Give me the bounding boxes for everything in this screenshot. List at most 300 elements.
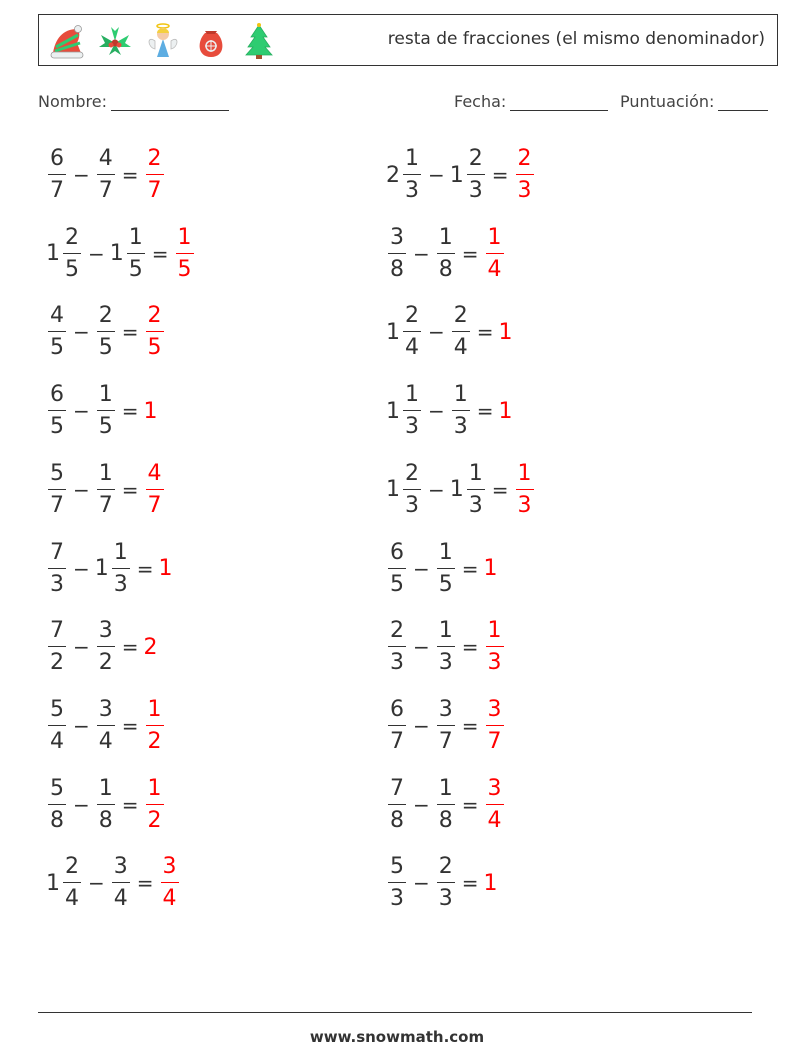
answer	[514, 460, 536, 518]
equals-sign: =	[121, 320, 139, 345]
fraction	[467, 148, 485, 202]
numerator: 6	[50, 382, 64, 408]
fraction	[146, 305, 164, 359]
fraction	[63, 224, 81, 282]
answer	[484, 556, 499, 581]
fraction	[486, 224, 504, 282]
denominator: 8	[390, 807, 404, 833]
denominator: 4	[98, 728, 113, 754]
fraction-bar	[516, 489, 534, 490]
minus-sign: −	[428, 320, 445, 345]
denominator: 2	[147, 728, 162, 754]
numerator: 5	[50, 775, 64, 801]
fraction-bar	[48, 331, 66, 332]
numerator: 1	[98, 460, 113, 486]
minuend	[46, 305, 68, 359]
fraction	[388, 856, 406, 910]
numerator: 2	[405, 460, 419, 486]
answer	[499, 399, 514, 424]
minus-sign: −	[428, 399, 445, 424]
answer	[499, 320, 514, 345]
gift-sack-icon	[191, 21, 231, 61]
fraction-bar	[403, 410, 421, 411]
numerator: 1	[405, 382, 419, 408]
fraction-bar	[452, 410, 470, 411]
whole-number: 2	[143, 634, 158, 660]
whole-number: 1	[158, 556, 173, 581]
fraction-bar	[97, 410, 115, 411]
denominator: 5	[65, 256, 79, 282]
numerator: 1	[128, 224, 143, 250]
subtrahend	[449, 460, 487, 518]
answer	[484, 871, 499, 896]
fraction-bar	[97, 331, 115, 332]
whole-number: 1	[386, 398, 400, 424]
subtrahend	[435, 775, 457, 833]
equals-sign: =	[121, 399, 139, 424]
fraction-bar	[146, 804, 164, 805]
fraction-bar	[467, 489, 485, 490]
numerator: 1	[113, 539, 128, 565]
equals-sign: =	[136, 871, 154, 896]
fraction-bar	[97, 804, 115, 805]
subtrahend	[95, 696, 117, 754]
subtrahend	[94, 539, 132, 597]
numerator: 2	[65, 854, 79, 880]
name-blank[interactable]	[111, 94, 229, 111]
problem-5	[46, 297, 166, 367]
denominator: 3	[517, 492, 532, 518]
numerator: 2	[98, 303, 113, 329]
fraction-bar	[437, 725, 455, 726]
fraction	[48, 305, 66, 359]
fraction	[516, 460, 534, 518]
answer	[144, 635, 159, 660]
date-field	[454, 92, 608, 111]
fraction-bar	[127, 253, 145, 254]
fraction	[112, 856, 130, 910]
fraction	[97, 696, 115, 754]
fraction	[48, 620, 66, 674]
denominator: 8	[438, 256, 453, 282]
minus-sign: −	[73, 713, 90, 738]
numerator: 1	[98, 382, 113, 408]
fraction-bar	[176, 253, 194, 254]
minus-sign: −	[73, 792, 90, 817]
denominator: 5	[177, 256, 192, 282]
fraction-bar	[486, 646, 504, 647]
footer-site: www.snowmath.com	[309, 1028, 485, 1046]
equals-sign: =	[121, 477, 139, 502]
answer	[159, 556, 174, 581]
subtrahend	[95, 775, 117, 833]
fraction-bar	[437, 804, 455, 805]
numerator: 1	[468, 460, 483, 486]
subtrahend	[95, 384, 117, 438]
whole-number: 1	[498, 319, 513, 345]
fraction-bar	[112, 568, 130, 569]
answer	[144, 399, 159, 424]
answer	[144, 460, 166, 518]
minus-sign: −	[73, 556, 90, 581]
answer	[144, 148, 166, 202]
denominator: 4	[487, 807, 502, 833]
fraction-bar	[437, 646, 455, 647]
fraction	[146, 148, 164, 202]
subtrahend	[435, 224, 457, 282]
numerator: 1	[453, 382, 468, 408]
problem-17	[46, 770, 166, 840]
fraction-bar	[403, 489, 421, 490]
fraction	[48, 539, 66, 597]
minuend	[386, 305, 423, 359]
denominator: 3	[468, 492, 483, 518]
denominator: 7	[438, 728, 453, 754]
minuend	[386, 696, 408, 754]
numerator: 2	[390, 618, 404, 644]
denominator: 5	[390, 571, 404, 597]
fraction-bar	[161, 882, 179, 883]
problem-7	[46, 376, 159, 446]
minus-sign: −	[73, 477, 90, 502]
denominator: 4	[50, 728, 64, 754]
fraction-bar	[437, 253, 455, 254]
denominator: 3	[438, 650, 453, 676]
fraction-bar	[452, 331, 470, 332]
minus-sign: −	[413, 556, 430, 581]
fraction	[486, 696, 504, 754]
whole-number: 1	[483, 870, 498, 896]
angel-icon	[143, 21, 183, 61]
minus-sign: −	[73, 635, 90, 660]
equals-sign: =	[136, 556, 154, 581]
equals-sign: =	[121, 792, 139, 817]
equals-sign: =	[121, 635, 139, 660]
minuend	[386, 224, 408, 282]
fraction	[452, 305, 470, 359]
equals-sign: =	[491, 163, 509, 187]
fraction-bar	[97, 174, 115, 175]
equals-sign: =	[461, 871, 479, 896]
equals-sign: =	[491, 477, 509, 502]
numerator: 1	[438, 539, 453, 565]
fraction-bar	[388, 725, 406, 726]
minus-sign: −	[73, 399, 90, 424]
minuend	[386, 539, 408, 597]
santa-hat-icon	[47, 21, 87, 61]
fraction-bar	[48, 410, 66, 411]
denominator: 5	[98, 414, 113, 440]
numerator: 1	[147, 696, 162, 722]
denominator: 3	[405, 178, 419, 203]
denominator: 5	[438, 571, 453, 597]
whole-number: 1	[483, 556, 498, 581]
denominator: 4	[65, 886, 79, 912]
denominator: 7	[147, 492, 162, 518]
fraction	[97, 620, 115, 674]
fraction	[388, 775, 406, 833]
denominator: 4	[405, 335, 419, 361]
denominator: 7	[98, 492, 113, 518]
fraction-bar	[403, 174, 421, 175]
minuend	[46, 539, 68, 597]
problem-18	[386, 770, 506, 840]
answer	[484, 775, 506, 833]
numerator: 1	[438, 618, 453, 644]
problem-12	[386, 534, 499, 604]
fraction-bar	[97, 489, 115, 490]
minus-sign: −	[88, 871, 105, 896]
minus-sign: −	[413, 871, 430, 896]
numerator: 2	[405, 303, 419, 329]
fraction	[437, 856, 455, 910]
denominator: 3	[453, 414, 468, 440]
fraction-bar	[48, 646, 66, 647]
subtrahend	[435, 539, 457, 597]
minuend	[46, 696, 68, 754]
numerator: 1	[438, 224, 453, 250]
minuend	[46, 148, 68, 202]
numerator: 4	[50, 303, 64, 329]
minuend	[46, 384, 68, 438]
minuend	[386, 856, 408, 910]
fraction-bar	[437, 568, 455, 569]
minuend	[46, 620, 68, 674]
fraction-bar	[403, 331, 421, 332]
fraction	[516, 148, 534, 202]
fraction-bar	[48, 804, 66, 805]
minuend	[386, 775, 408, 833]
fraction-bar	[467, 174, 485, 175]
fraction	[48, 460, 66, 518]
equals-sign: =	[476, 320, 494, 345]
numerator: 3	[438, 696, 453, 722]
equals-sign: =	[461, 556, 479, 581]
denominator: 7	[50, 492, 64, 518]
fraction	[48, 148, 66, 202]
numerator: 3	[390, 224, 404, 250]
fraction	[97, 384, 115, 438]
subtrahend	[435, 620, 457, 674]
fraction-bar	[486, 804, 504, 805]
numerator: 2	[468, 146, 483, 171]
numerator: 5	[50, 696, 64, 722]
answer	[174, 224, 196, 282]
fraction-bar	[48, 489, 66, 490]
fraction	[452, 384, 470, 438]
christmas-tree-icon	[239, 21, 279, 61]
whole-number: 1	[94, 556, 109, 581]
whole-number: 1	[109, 241, 124, 267]
fraction-bar	[516, 174, 534, 175]
denominator: 3	[113, 571, 128, 597]
problem-2	[386, 140, 536, 210]
fraction-bar	[48, 174, 66, 175]
fraction-bar	[388, 253, 406, 254]
score-label: Puntuación:	[620, 92, 715, 111]
answer	[144, 305, 166, 359]
fraction-bar	[146, 331, 164, 332]
denominator: 2	[147, 807, 162, 833]
whole-number: 1	[46, 241, 60, 267]
numerator: 7	[390, 775, 404, 801]
numerator: 7	[50, 618, 64, 644]
fraction-bar	[48, 568, 66, 569]
denominator: 7	[98, 178, 113, 203]
fraction	[146, 460, 164, 518]
fraction-bar	[97, 725, 115, 726]
denominator: 3	[438, 886, 453, 912]
problem-13	[46, 612, 159, 682]
name-label: Nombre:	[38, 92, 107, 111]
problem-14	[386, 612, 506, 682]
numerator: 4	[147, 460, 162, 486]
fraction-bar	[146, 489, 164, 490]
minuend	[46, 224, 83, 282]
fraction	[403, 460, 421, 518]
minus-sign: −	[73, 320, 90, 345]
answer	[514, 148, 536, 202]
problem-16	[386, 691, 506, 761]
fraction	[97, 460, 115, 518]
denominator: 3	[390, 886, 404, 912]
minus-sign: −	[413, 713, 430, 738]
numerator: 3	[98, 696, 113, 722]
equals-sign: =	[121, 163, 139, 187]
numerator: 7	[50, 539, 64, 565]
name-field	[38, 92, 229, 111]
denominator: 3	[390, 650, 404, 676]
numerator: 2	[147, 303, 162, 329]
problem-20	[386, 848, 499, 918]
fraction	[437, 620, 455, 674]
denominator: 7	[390, 728, 404, 754]
fraction	[388, 620, 406, 674]
numerator: 2	[65, 224, 79, 250]
problem-15	[46, 691, 166, 761]
fraction	[403, 384, 421, 438]
fraction	[486, 775, 504, 833]
numerator: 6	[390, 539, 404, 565]
fraction	[97, 775, 115, 833]
fraction	[176, 224, 194, 282]
denominator: 4	[487, 256, 502, 282]
minus-sign: −	[73, 163, 90, 187]
numerator: 6	[50, 146, 64, 171]
minus-sign: −	[428, 477, 445, 502]
minuend	[386, 148, 423, 202]
minuend	[386, 384, 423, 438]
numerator: 1	[98, 775, 113, 801]
subtrahend	[450, 305, 472, 359]
problem-19	[46, 848, 181, 918]
whole-number: 1	[46, 870, 60, 896]
denominator: 3	[468, 178, 483, 203]
minus-sign: −	[413, 241, 430, 266]
denominator: 7	[50, 178, 64, 203]
fraction-bar	[48, 725, 66, 726]
subtrahend	[435, 856, 457, 910]
fraction	[388, 539, 406, 597]
whole-number: 1	[143, 398, 158, 424]
numerator: 1	[177, 224, 192, 250]
score-field	[620, 92, 768, 111]
fraction	[112, 539, 130, 597]
denominator: 5	[50, 335, 64, 361]
problem-11	[46, 534, 174, 604]
fraction	[437, 539, 455, 597]
whole-number: 2	[386, 162, 400, 188]
numerator: 1	[487, 224, 502, 250]
fraction-bar	[388, 804, 406, 805]
fraction	[48, 775, 66, 833]
denominator: 5	[147, 335, 162, 361]
denominator: 7	[147, 178, 162, 203]
fraction	[437, 775, 455, 833]
denominator: 8	[438, 807, 453, 833]
numerator: 2	[147, 146, 162, 171]
answer	[484, 696, 506, 754]
fraction	[388, 696, 406, 754]
fraction	[97, 305, 115, 359]
problem-10	[386, 455, 536, 525]
fraction	[437, 224, 455, 282]
numerator: 1	[438, 775, 453, 801]
subtrahend	[95, 148, 117, 202]
fraction	[48, 696, 66, 754]
equals-sign: =	[461, 713, 479, 738]
denominator: 4	[453, 335, 468, 361]
denominator: 4	[162, 886, 177, 912]
subtrahend	[450, 148, 487, 202]
problem-4	[386, 219, 506, 289]
fraction	[161, 856, 179, 910]
minus-sign: −	[88, 241, 105, 266]
fraction-bar	[437, 882, 455, 883]
denominator: 7	[487, 728, 502, 754]
problem-8	[386, 376, 514, 446]
worksheet-header	[38, 14, 778, 66]
numerator: 2	[517, 146, 532, 171]
fraction	[48, 384, 66, 438]
date-blank[interactable]	[510, 94, 608, 111]
fraction	[97, 148, 115, 202]
denominator: 8	[98, 807, 113, 833]
numerator: 5	[390, 854, 404, 880]
whole-number: 1	[449, 162, 464, 188]
numerator: 1	[405, 146, 419, 171]
numerator: 1	[487, 618, 502, 644]
worksheet-title: resta de fracciones (el mismo denominador)	[387, 29, 765, 49]
fraction	[146, 696, 164, 754]
minus-sign: −	[413, 635, 430, 660]
denominator: 3	[50, 571, 64, 597]
denominator: 5	[50, 414, 64, 440]
denominator: 8	[50, 807, 64, 833]
numerator: 6	[390, 696, 404, 722]
equals-sign: =	[461, 635, 479, 660]
header-icons	[47, 21, 279, 61]
answer	[144, 775, 166, 833]
fraction-bar	[97, 646, 115, 647]
minuend	[46, 856, 83, 910]
numerator: 3	[487, 775, 502, 801]
minuend	[46, 460, 68, 518]
equals-sign: =	[476, 399, 494, 424]
denominator: 3	[517, 178, 532, 203]
fraction-bar	[63, 882, 81, 883]
score-blank[interactable]	[718, 94, 768, 111]
